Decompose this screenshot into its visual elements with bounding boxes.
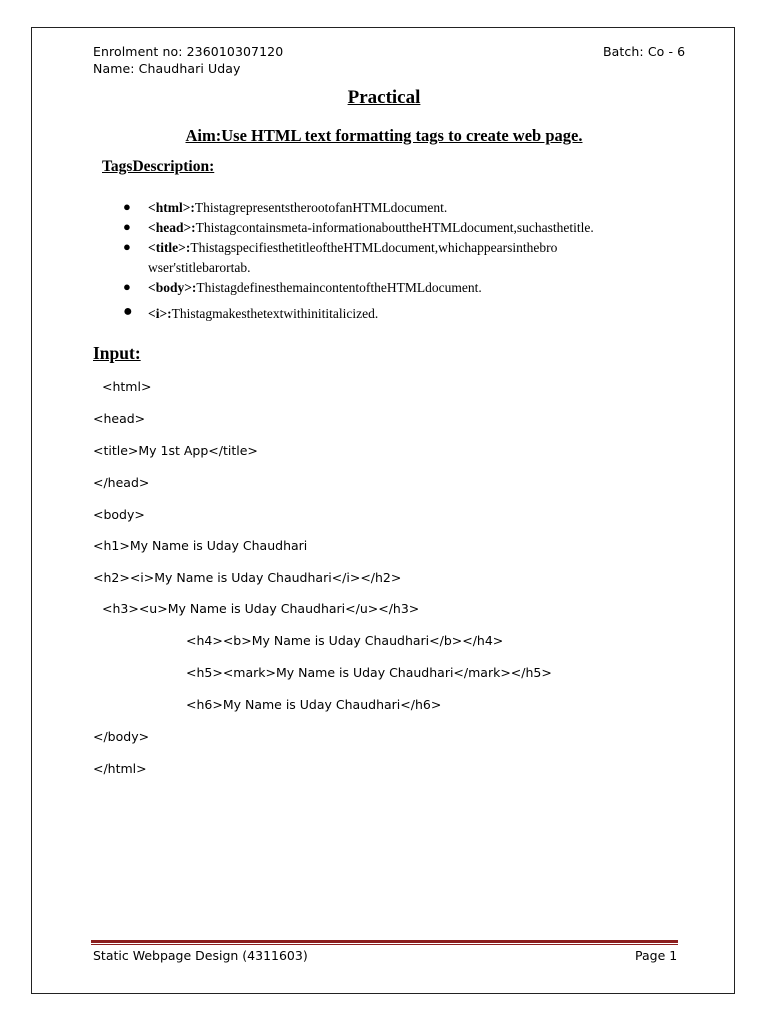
code-line: <h4><b>My Name is Uday Chaudhari</b></h4> — [186, 633, 504, 648]
tag-desc: Thistagmakesthetextwithinititalicized. — [171, 306, 379, 321]
tags-description-heading: TagsDescription: — [102, 158, 215, 175]
input-heading: Input: — [93, 343, 141, 363]
tag-desc: ThistagspecifiesthetitleoftheHTMLdocument,whichappearsinthebro wser'stitlebarortab. — [148, 240, 558, 275]
tag-item-title — [148, 238, 628, 277]
code-line: <html> — [102, 379, 152, 394]
tag-name: <title>: — [148, 240, 191, 255]
code-line: </body> — [93, 729, 150, 744]
code-line: <title>My 1st App</title> — [93, 443, 258, 458]
tag-item-i — [148, 304, 648, 324]
tag-desc: ThistagdefinesthemaincontentoftheHTMLdocument. — [196, 280, 482, 295]
bullet-icon: ● — [123, 279, 131, 294]
enrolment-number: Enrolment no: 236010307120 — [93, 44, 284, 59]
tag-name: <body>: — [148, 280, 197, 295]
tag-item-body — [148, 278, 648, 298]
code-line: <h3><u>My Name is Uday Chaudhari</u></h3> — [102, 601, 420, 616]
aim: Aim:Use HTML text formatting tags to create web page. — [185, 126, 583, 145]
code-line: <head> — [93, 411, 146, 426]
tag-desc: Thistagcontainsmeta-informationabouttheHTMLdocument,suchasthetitle. — [195, 220, 594, 235]
code-line: <body> — [93, 507, 145, 522]
code-line: <h6>My Name is Uday Chaudhari</h6> — [186, 697, 442, 712]
code-line: </html> — [93, 761, 147, 776]
tag-name: <html>: — [148, 200, 195, 215]
page-number: Page 1 — [635, 948, 678, 963]
tag-name: <head>: — [148, 220, 196, 235]
batch: Batch: Co - 6 — [603, 44, 686, 59]
bullet-icon: ● — [123, 219, 131, 234]
code-line: </head> — [93, 475, 150, 490]
tag-item-html — [148, 198, 648, 218]
code-line: <h1>My Name is Uday Chaudhari — [93, 538, 308, 553]
bullet-icon: ● — [123, 199, 131, 214]
footer-course: Static Webpage Design (4311603) — [93, 948, 308, 963]
bullet-icon: ● — [123, 303, 133, 320]
footer-divider-thin — [91, 944, 678, 945]
code-line: <h5><mark>My Name is Uday Chaudhari</mark></h5> — [186, 665, 552, 680]
student-name: Name: Chaudhari Uday — [93, 61, 241, 76]
tag-item-head — [148, 218, 648, 238]
tag-name: <i>: — [148, 306, 172, 321]
page-title: Practical — [347, 87, 421, 108]
code-line: <h2><i>My Name is Uday Chaudhari</i></h2> — [93, 570, 402, 585]
tag-desc: ThistagrepresentstherootofanHTMLdocument. — [194, 200, 448, 215]
footer-divider — [91, 940, 678, 943]
bullet-icon: ● — [123, 239, 131, 254]
